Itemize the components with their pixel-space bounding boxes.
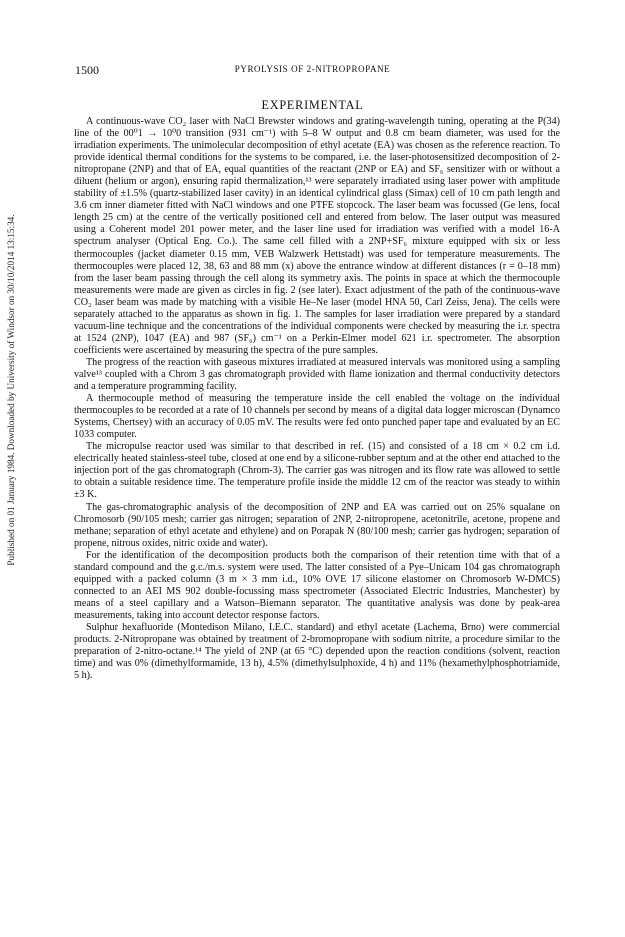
download-notice-text: Published on 01 January 1984. Downloaded by University of Windsor on 30/10/2014 13:15:34. [6,214,16,566]
page-header [62,63,563,77]
download-notice-sidebar [0,120,22,660]
section-title: EXPERIMENTAL [261,98,364,112]
paragraph-micropulse-reactor: The micropulse reactor used was similar to that described in ref. (15) and consisted of a 18 cm × 0.2 cm i.d. electrically heated stainless-steel tube, closed at one end by a silicone-rubber septum and at the other end attached to the injection port of the gas chromatograph (Chrom-3). The carrier gas was nitrogen and its flow rate was allowed to settle to obtain a suitable residence time. The temperature profile inside the middle 12 cm of the reactor was steady to within ±3 K. [74,441,560,501]
paragraph-laser-setup: A continuous-wave CO₂ laser with NaCl Brewster windows and grating-wavelength tuning, operating at the P(34) line of the 00⁰1 → 10⁰0 transition (931 cm⁻¹) with 5–8 W output and 0.8 cm beam diameter, was used for the irradiation experiments. The unimolecular decomposition of ethyl acetate (EA) was chosen as the reference reaction. To provide identical thermal conditions for the systems to be compared, i.e. the laser-photosensitized decomposition of 2-nitropropane (2NP) and that of EA, equal quantities of the reactant (2NP or EA) and SF₆ sensitizer with or without a diluent (helium or argon), ensuring rapid thermalization,¹³ were separately irradiated using laser power with amplitude stability of ±1.5% (quartz-stabilized laser cavity) in an identical cylindrical glass (Simax) cell of 10 cm path length and 3.6 cm inner diameter fitted with NaCl windows and one PTFE stopcock. The laser beam was focussed (Ge lens, focal length 25 cm) at the centre of the vertically positioned cell and entered from below. The laser output was measured using a Coherent model 201 power meter, and the laser line used for irradiation was verified with a model 16-A spectrum analyser (Optical Eng. Co.). The same cell filled with a 2NP+SF₆ mixture equipped with six or less thermocouples (jacket diameter 0.15 mm, VEB Walzwerk Hettstadt) was used for temperature measurements. The thermocouples were placed 12, 38, 63 and 88 mm (x) above the entrance window at different distances (r = 0–18 mm) from the laser beam passing through the cell along its symmetry axis. The points in space at which the thermocouple measurements were made are given as circles in fig. 2 (see later). Exact adjustment of the path of the continuous-wave CO₂ laser beam was made by matching with a visible He–Ne laser (model HNA 50, Carl Zeiss, Jena). The cells were separately attached to the apparatus as shown in fig. 1. The samples for laser irradiation were prepared by a standard vacuum-line technique and the concentrations of the individual components were checked by measuring the i.r. spectra at 1524 (2NP), 1047 (EA) and 987 (SF₆) cm⁻¹ on a Perkin-Elmer model 621 i.r. spectrometer. The absorption coefficients were ascertained by measuring the spectra of the pure samples. [74,116,560,356]
paragraph-gc-analysis: The gas-chromatographic analysis of the decomposition of 2NP and EA was carried out on 25% squalane on Chromosorb (90/105 mesh; carrier gas nitrogen; separation of 2NP, 2-nitropropene, acetonitrile, acetone, propene and methane; separation of ethyl acetate and ethylene) and on Porapak N (80/100 mesh; carrier gas hydrogen; separation of propene, nitrous oxides, nitric oxide and water). [74,501,560,549]
paragraph-product-identification: For the identification of the decomposition products both the comparison of their retention time with that of a standard compound and the g.c./m.s. system were used. The latter consisted of a Pye–Unicam 104 gas chromatograph equipped with a packed column (3 m × 3 mm i.d., 10% OVE 17 silicone elastomer on Chromosorb W-DMCS) connected to an AEI MS 902 double-focussing mass spectrometer (Associated Electric Industries, Manchester) by means of a steel capillary and a Watson–Biemann separator. The quantitative analysis was done by peak-area measurements, taking into account detector response factors. [74,549,560,621]
running-title: PYROLYSIS OF 2-NITROPROPANE [234,64,391,74]
paragraph-materials: Sulphur hexafluoride (Montedison Milano, I.E.C. standard) and ethyl acetate (Lachema, Brno) were commercial products. 2-Nitropropane was obtained by treatment of 2-bromopropane with sodium nitrite, a procedure similar to the preparation of 2-nitro-octane.¹⁴ The yield of 2NP (at 65 °C) depended upon the reaction conditions (solvent, reaction time) and was 0% (dimethylformamide, 13 h), 4.5% (dimethylsulphoxide, 4 h) and 11% (hexamethylphosphotriamide, 5 h). [74,621,560,682]
paragraph-reaction-monitoring: The progress of the reaction with gaseous mixtures irradiated at measured intervals was monitored using a sampling valve¹³ coupled with a Chrom 3 gas chromatograph provided with flame ionization and thermal conductivity detectors and a temperature programming facility. [74,356,560,393]
paragraph-thermocouple-method: A thermocouple method of measuring the temperature inside the cell enabled the voltage on the individual thermocouples to be recorded at a rate of 10 channels per second by means of a digital data logger microscan (Dynamco Systems, Chertsey) with an accuracy of 0.05 mV. The results were fed onto punched paper tape and evaluated by an EC 1033 computer. [74,393,560,441]
article-body [74,116,560,682]
page-number: 1500 [75,63,99,77]
